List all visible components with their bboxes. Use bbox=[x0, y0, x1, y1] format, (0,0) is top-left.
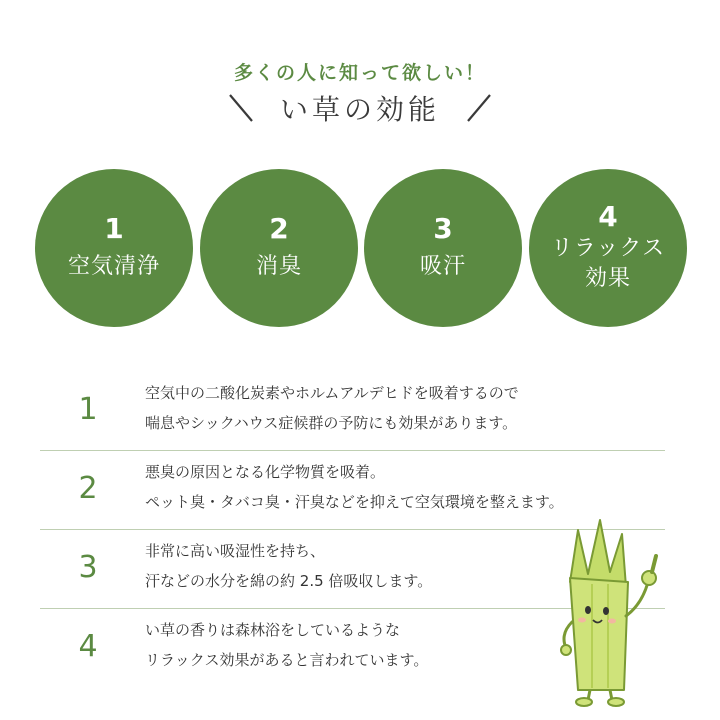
benefit-circle-label-line: 空気清浄 bbox=[67, 254, 160, 279]
detail-text bbox=[145, 378, 665, 438]
detail-text bbox=[145, 457, 665, 517]
benefit-circle-number: 3 bbox=[433, 212, 453, 245]
benefit-circle-3 bbox=[364, 169, 522, 327]
benefit-circle-label bbox=[68, 252, 160, 282]
detail-row bbox=[40, 372, 665, 451]
detail-line: 悪臭の原因となる化学物質を吸着。 bbox=[145, 463, 386, 481]
benefit-circles bbox=[35, 169, 691, 329]
subtitle: 多くの人に知って欲しい！ bbox=[233, 62, 486, 84]
benefit-circle-label bbox=[256, 252, 302, 282]
slash-decoration-icon bbox=[462, 91, 496, 125]
detail-number: 3 bbox=[78, 550, 98, 585]
title-row bbox=[0, 88, 720, 128]
igusa-mascot-icon bbox=[548, 512, 668, 707]
benefit-circle-4 bbox=[529, 169, 687, 327]
detail-line: 非常に高い吸湿性を持ち、 bbox=[145, 542, 326, 560]
benefit-circle-1 bbox=[35, 169, 193, 327]
benefit-circle-label-line: 効果 bbox=[584, 266, 631, 291]
benefit-circle-label bbox=[551, 234, 665, 294]
benefit-circle-number: 2 bbox=[269, 212, 289, 245]
benefit-circle-label bbox=[420, 252, 466, 282]
benefit-circle-label-line: 吸汗 bbox=[419, 254, 466, 279]
detail-number: 4 bbox=[78, 629, 98, 664]
detail-line: 汗などの水分を綿の約 2.5 倍吸収します。 bbox=[145, 572, 433, 590]
detail-line: い草の香りは森林浴をしているような bbox=[145, 621, 401, 639]
benefit-circle-number: 4 bbox=[598, 200, 618, 233]
page-title: い草の効能 bbox=[279, 93, 440, 126]
benefit-circle-number: 1 bbox=[104, 212, 124, 245]
detail-number: 2 bbox=[78, 471, 98, 506]
detail-line: 空気中の二酸化炭素やホルムアルデヒドを吸着するので bbox=[145, 384, 519, 402]
benefit-circle-label-line: 消臭 bbox=[255, 254, 302, 279]
benefit-circle-2 bbox=[200, 169, 358, 327]
detail-line: 喘息やシックハウス症候群の予防にも効果があります。 bbox=[145, 414, 518, 432]
benefit-circle-label-line: リラックス bbox=[550, 236, 666, 261]
backslash-decoration-icon bbox=[224, 91, 258, 125]
detail-number: 1 bbox=[78, 392, 98, 427]
detail-line: リラックス効果があると言われています。 bbox=[145, 651, 429, 669]
detail-line: ペット臭・タバコ臭・汗臭などを抑えて空気環境を整えます。 bbox=[145, 493, 564, 511]
